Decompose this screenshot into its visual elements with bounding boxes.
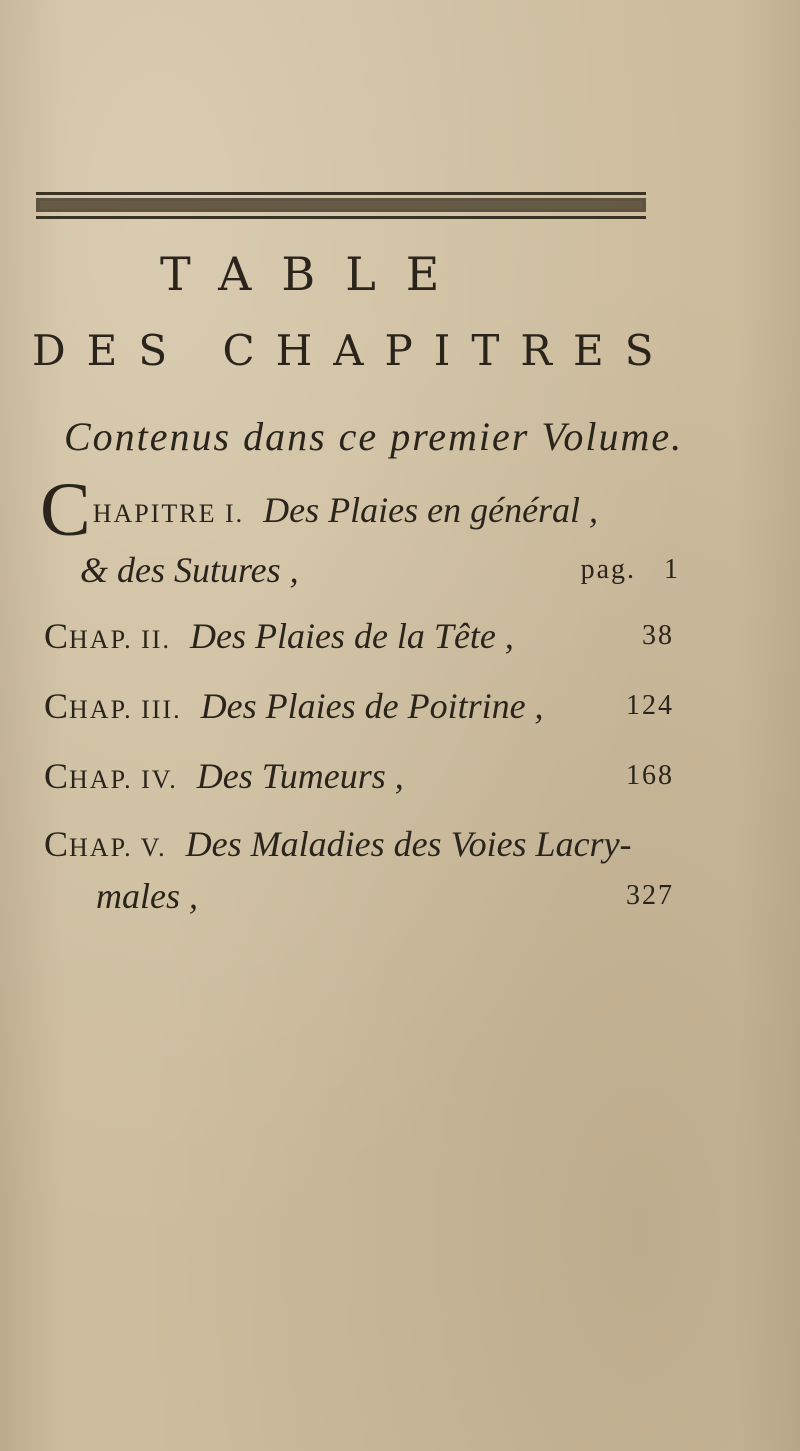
toc-entry-chapter-2[interactable] [44, 610, 674, 662]
toc-entry-line [44, 750, 674, 802]
chapter-title-continued: & des Sutures , [80, 550, 299, 590]
chapter-title: Des Plaies de Poitrine , [200, 686, 544, 726]
chapter-label: CHAP. IV. [44, 756, 178, 796]
page-title: TABLE [160, 247, 470, 301]
toc-entry-line [44, 680, 674, 732]
chapter-title-continued: males , [96, 876, 198, 916]
toc-entry-line [44, 610, 674, 662]
toc-entry-chapter-1[interactable] [40, 468, 680, 596]
page-number [581, 544, 680, 596]
toc-entry-chapter-5[interactable] [44, 818, 674, 922]
chapter-label: CHAP. III. [44, 686, 182, 726]
page-number: 124 [626, 690, 674, 721]
chapter-label: CHAP. II. [44, 616, 171, 656]
chapter-title: Des Tumeurs , [196, 756, 404, 796]
toc-entry-line [44, 818, 674, 870]
toc-entry-line [80, 544, 680, 596]
page-number: 38 [642, 620, 674, 651]
page-subtitle: DES CHAPITRES [32, 326, 675, 375]
chapter-title: Des Plaies en général , [263, 490, 599, 530]
chapter-label: HAPITRE I. [92, 499, 245, 528]
chapter-title: Des Maladies des Voies Lacry- [185, 824, 632, 864]
page-number-value: 1 [664, 554, 680, 585]
toc-entry-line [40, 468, 680, 552]
toc-entry-chapter-4[interactable] [44, 750, 674, 802]
page-number: 168 [626, 760, 674, 791]
page-number: 327 [626, 880, 674, 911]
toc-entry-line [96, 870, 674, 922]
page-prefix: pag. [580, 554, 636, 585]
toc-entry-chapter-3[interactable] [44, 680, 674, 732]
chapter-label: CHAP. V. [44, 824, 167, 864]
volume-note: Contenus dans ce premier Volume. [64, 414, 684, 459]
ornamental-rule [36, 190, 646, 222]
chapter-title: Des Plaies de la Tête , [189, 616, 514, 656]
drop-cap: C [40, 468, 91, 552]
